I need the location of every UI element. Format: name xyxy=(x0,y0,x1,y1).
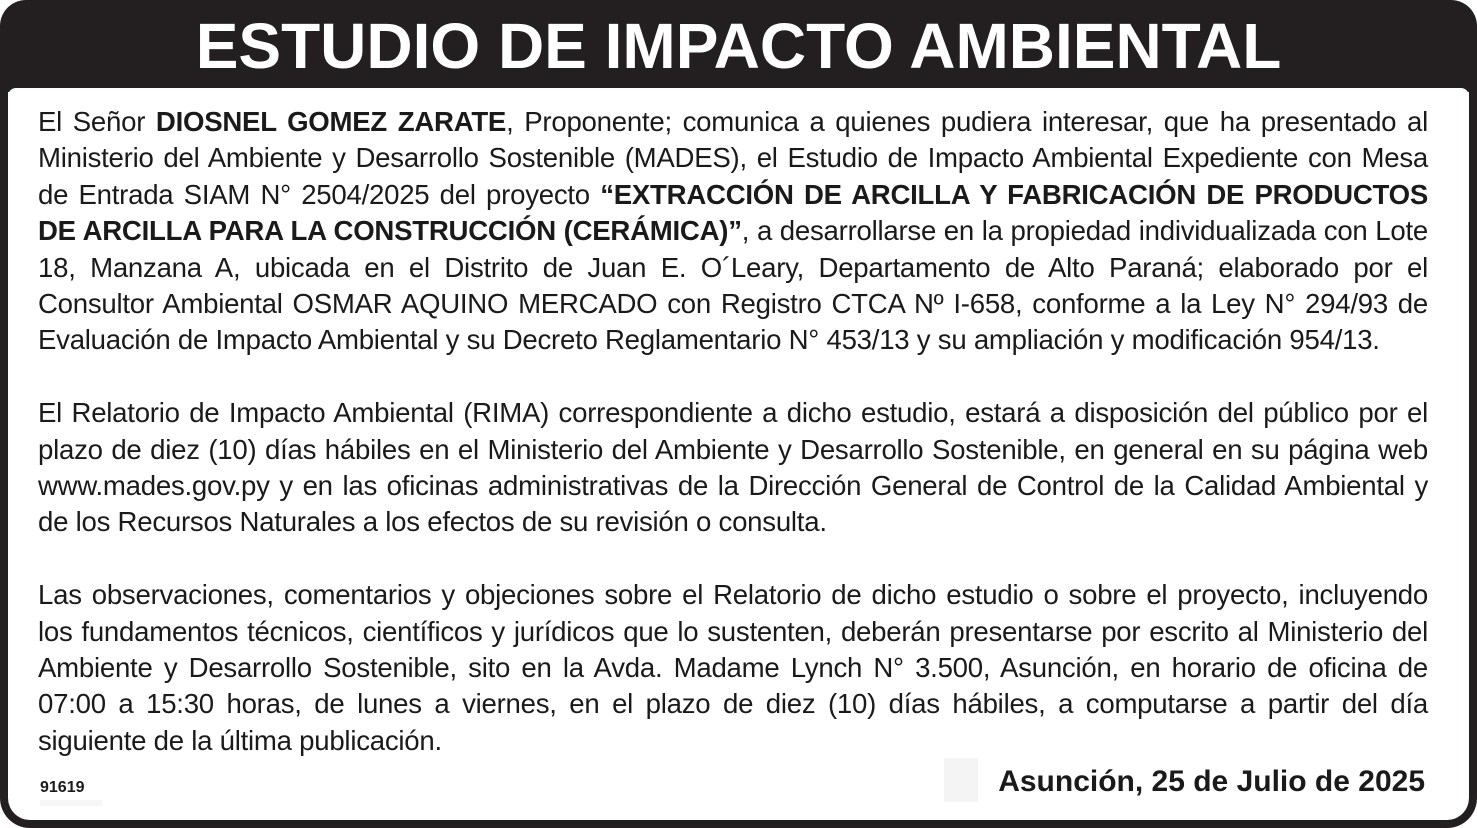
print-smudge-small xyxy=(40,800,102,806)
place-and-date: Asunción, 25 de Julio de 2025 xyxy=(998,765,1425,798)
notice-header xyxy=(0,0,1477,92)
paragraph-submission xyxy=(38,104,1428,359)
paragraph-submission-intro: El Señor xyxy=(38,106,156,137)
header-divider xyxy=(8,88,1469,96)
paragraph-submission-location: , a desarrollarse en la propiedad individualizada con Lote 18, Manzana A, ubicada en el Distrito de Juan E. O´Leary, Departamento de Alto Paraná; elaborado por el Consultor Ambiental OSMAR AQUINO MERCADO con Registro CTCA Nº I-658, conforme a la Ley N° 294/93 de Evaluación de Impacto Ambiental y su Decreto Reglamentario N° 453/13 y su ampliación y modificación 954/13. xyxy=(38,215,1428,356)
paragraph-submission-details: , Proponente; comunica a quienes pudiera interesar, que ha presentado al Ministerio del Ambiente y Desarrollo Sostenible (MADES), el Estudio de Impacto Ambiental Expediente con Mesa de Entrada SIAM N° 2504/2025 del proyecto xyxy=(38,106,1428,210)
paragraph-rima-availability: El Relatorio de Impacto Ambiental (RIMA) correspondiente a dicho estudio, estará a disposición del público por el plazo de diez (10) días hábiles en el Ministerio del Ambiente y Desarrollo Sostenible, en general en su página web www.mades.gov.py y en las oficinas administrativas de la Dirección General de Control de la Calidad Ambiental y de los Recursos Naturales a los efectos de su revisión o consulta. xyxy=(38,397,1428,538)
notice-title: ESTUDIO DE IMPACTO AMBIENTAL xyxy=(195,10,1282,82)
paragraph-observations: Las observaciones, comentarios y objeciones sobre el Relatorio de dicho estudio o sobre el proyecto, incluyendo los fundamentos técnicos, científicos y jurídicos que lo sustenten, deberán presentarse por escrito al Ministerio del Ambiente y Desarrollo Sostenible, sito en la Avda. Madame Lynch N° 3.500, Asunción, en horario de oficina de 07:00 a 15:30 horas, de lunes a viernes, en el plazo de diez (10) días hábiles, a computarse a partir del día siguiente de la última publicación. xyxy=(38,579,1428,756)
proponent-name: DIOSNEL GOMEZ ZARATE xyxy=(155,106,507,137)
ad-reference-code: 91619 xyxy=(40,779,85,796)
notice-body xyxy=(38,104,1428,759)
project-title: “EXTRACCIÓN DE ARCILLA Y FABRICACIÓN DE PRODUCTOS DE ARCILLA PARA LA CONSTRUCCIÓN (CERÁMICA)” xyxy=(38,178,1428,247)
print-smudge xyxy=(944,758,978,802)
